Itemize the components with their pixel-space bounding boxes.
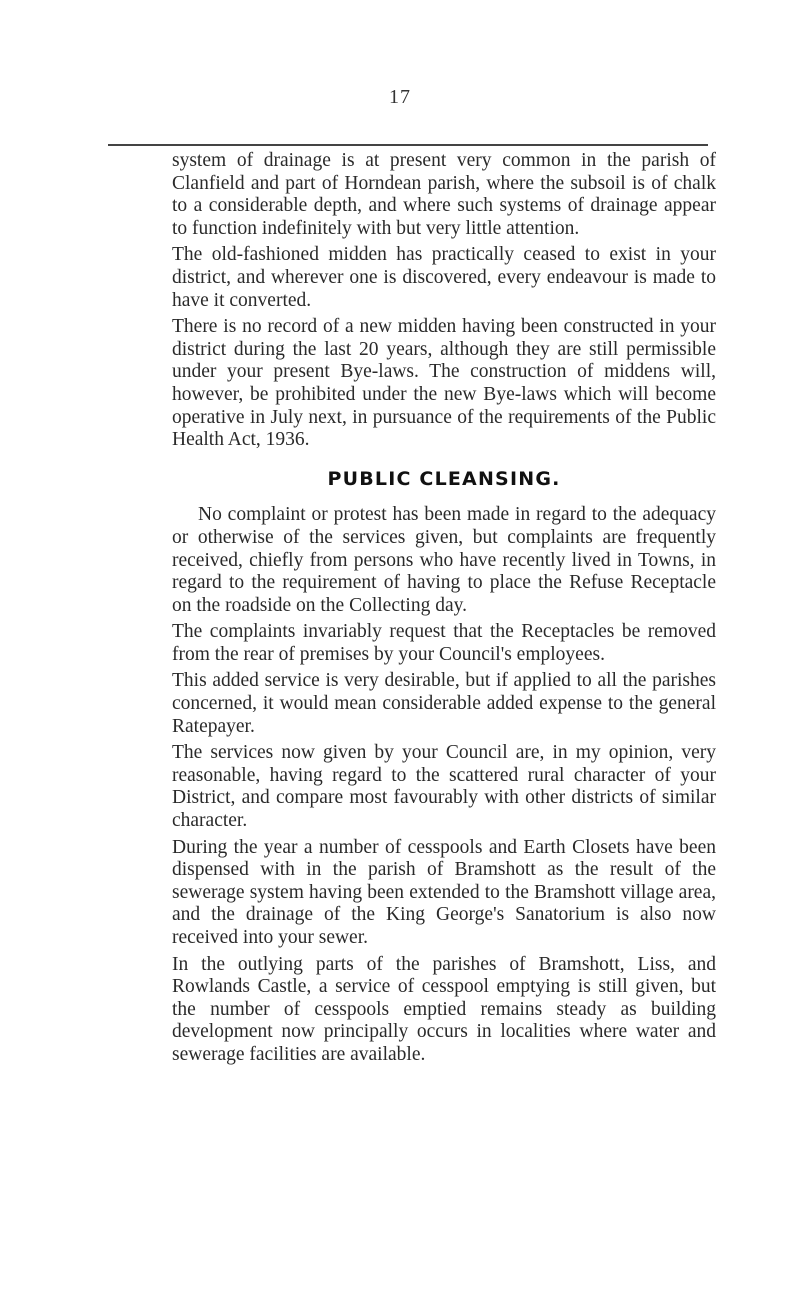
body-text <box>172 150 716 1071</box>
paragraph: This added service is very desirable, but if applied to all the parishes concerned, it would mean considerable added expense to the general Ratepayer. <box>172 670 716 737</box>
header-rule <box>108 144 708 146</box>
paragraph: In the outlying parts of the parishes of Bramshott, Liss, and Rowlands Castle, a service of cesspool emptying is still given, but the number of cesspools emptied remains steady as building development now principally occurs in localities where water and sewerage facilities are available. <box>172 953 716 1065</box>
paragraph: There is no record of a new midden having been constructed in your district during the last 20 years, although they are still permissible under your present Bye-laws. The construction of middens will, however, be prohibited under the new Bye-laws which will become operative in July next, in pursuance of the requirements of the Public Health Act, 1936. <box>172 316 716 451</box>
section-heading: PUBLIC CLEANSING. <box>327 467 561 490</box>
paragraph: No complaint or protest has been made in regard to the adequacy or otherwise of the services given, but complaints are frequently received, chiefly from persons who have recently lived in Towns, in regard to the requirement of having to place the Refuse Receptacle on the roadside on the Collecting day. <box>172 504 716 616</box>
paragraph: The old-fashioned midden has practically ceased to exist in your district, and wherever one is discovered, every endeavour is made to have it converted. <box>172 244 716 311</box>
paragraph: The complaints invariably request that the Receptacles be removed from the rear of premises by your Council's employees. <box>172 621 716 665</box>
paragraph: During the year a number of cesspools and Earth Closets have been dispensed with in the parish of Bramshott as the result of the sewerage system having been extended to the Bramshott village area, and the drainage of the King George's Sanatorium is also now received into your sewer. <box>172 836 716 948</box>
paragraph: system of drainage is at present very common in the parish of Clanfield and part of Horndean parish, where the subsoil is of chalk to a considerable depth, and where such systems of drainage appear to function indefinitely with but very little attention. <box>172 150 716 239</box>
paragraph: The services now given by your Council are, in my opinion, very reasonable, having regard to the scattered rural character of your District, and compare most favourably with other districts of similar character. <box>172 742 716 832</box>
page-number: 17 <box>389 86 411 108</box>
